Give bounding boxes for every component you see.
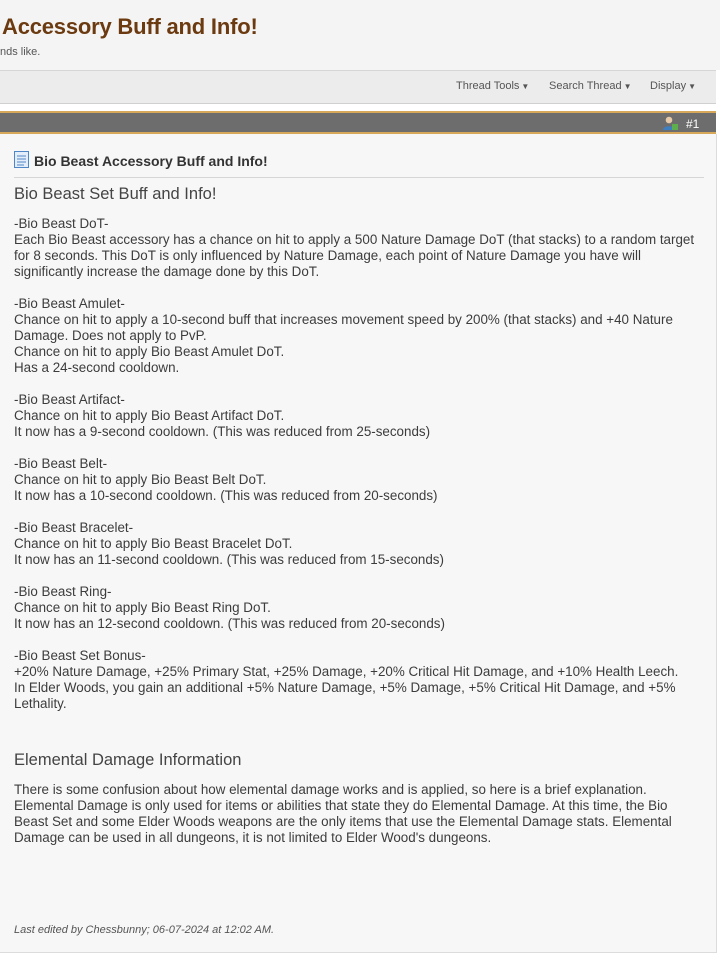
text-line: It now has an 11-second cooldown. (This was reduced from 15-seconds): [14, 552, 444, 567]
text-line: -Bio Beast Ring-: [14, 584, 112, 599]
thread-title: Accessory Buff and Info!: [2, 14, 258, 39]
text-line: Chance on hit to apply Bio Beast Ring DoT.: [14, 600, 271, 615]
belt-section: [14, 456, 704, 504]
post-number-link[interactable]: #1: [686, 117, 700, 131]
text-line: -Bio Beast Set Bonus-: [14, 648, 146, 663]
text-line: It now has an 12-second cooldown. (This was reduced from 20-seconds): [14, 616, 445, 631]
text-line: Chance on hit to apply Bio Beast Belt DoT.: [14, 472, 267, 487]
section-heading: Elemental Damage Information: [14, 751, 242, 769]
text-line: Chance on hit to apply Bio Beast Bracelet DoT.: [14, 536, 293, 551]
text-line: -Bio Beast Bracelet-: [14, 520, 134, 535]
set-bonus-section: [14, 648, 704, 712]
text-line: Each Bio Beast accessory has a chance on hit to apply a 500 Nature Damage DoT (that stacks) to a random target for 8 seconds. This DoT is only influenced by Nature Damage, each point of Nature Damage you have will significantly increase the damage done by this DoT.: [14, 232, 695, 279]
text-line: Has a 24-second cooldown.: [14, 360, 180, 375]
thread-tools-label: Thread Tools: [456, 80, 520, 92]
thread-header: [0, 0, 720, 70]
dot-section: [14, 216, 704, 280]
thread-toolbar: [0, 70, 716, 104]
display-label: Display: [650, 80, 687, 92]
text-line: It now has a 9-second cooldown. (This was reduced from 25-seconds): [14, 424, 431, 439]
amulet-section: [14, 296, 704, 376]
post-content: [14, 184, 704, 846]
text-line: +20% Nature Damage, +25% Primary Stat, +25% Damage, +20% Critical Hit Damage, and +10% Health Leech.: [14, 664, 679, 679]
post-header-bar: [0, 111, 716, 134]
text-line: It now has a 10-second cooldown. (This was reduced from 20-seconds): [14, 488, 438, 503]
text-line: Chance on hit to apply a 10-second buff that increases movement speed by 200% (that stacks) and +40 Nature Damage. Does not apply to PvP.: [14, 312, 673, 343]
text-line: Chance on hit to apply Bio Beast Artifact DoT.: [14, 408, 285, 423]
text-line: In Elder Woods, you gain an additional +5% Nature Damage, +5% Damage, +5% Critical Hit Damage, and +5% Lethality.: [14, 680, 676, 711]
post-title-row: [14, 150, 704, 178]
search-thread-button[interactable]: [549, 80, 632, 92]
thread-tools-button[interactable]: [456, 80, 529, 92]
text-line: Chance on hit to apply Bio Beast Amulet DoT.: [14, 344, 285, 359]
spacer: [14, 728, 704, 750]
section-heading: Bio Beast Set Buff and Info!: [14, 185, 217, 203]
caret-down-icon: ▼: [688, 82, 696, 91]
elemental-paragraph: There is some confusion about how elemental damage works and is applied, so here is a brief explanation. Elemental Damage is only used for items or abilities that state they do Elemental Damage. At this time, the Bio Beast Set and some Elder Woods weapons are the only items that use the Elemental Damage stats. Elemental Damage can be used in all dungeons, it is not limited to Elder Wood's dungeons.: [14, 782, 672, 845]
text-line: -Bio Beast DoT-: [14, 216, 109, 231]
display-button[interactable]: [650, 80, 696, 92]
last-edited-note: Last edited by Chessbunny; 06-07-2024 at 12:02 AM.: [14, 924, 275, 936]
post-body: [0, 134, 717, 953]
post-title: Bio Beast Accessory Buff and Info!: [34, 153, 268, 169]
document-icon: [14, 151, 29, 168]
caret-down-icon: ▼: [521, 82, 530, 91]
text-line: -Bio Beast Belt-: [14, 456, 108, 471]
bracelet-section: [14, 520, 704, 568]
user-online-icon: [661, 116, 679, 131]
text-line: -Bio Beast Artifact-: [14, 392, 125, 407]
search-thread-label: Search Thread: [549, 80, 622, 92]
artifact-section: [14, 392, 704, 440]
text-line: -Bio Beast Amulet-: [14, 296, 125, 311]
ring-section: [14, 584, 704, 632]
caret-down-icon: ▼: [623, 82, 632, 91]
thread-subtitle: nds like.: [0, 46, 41, 58]
